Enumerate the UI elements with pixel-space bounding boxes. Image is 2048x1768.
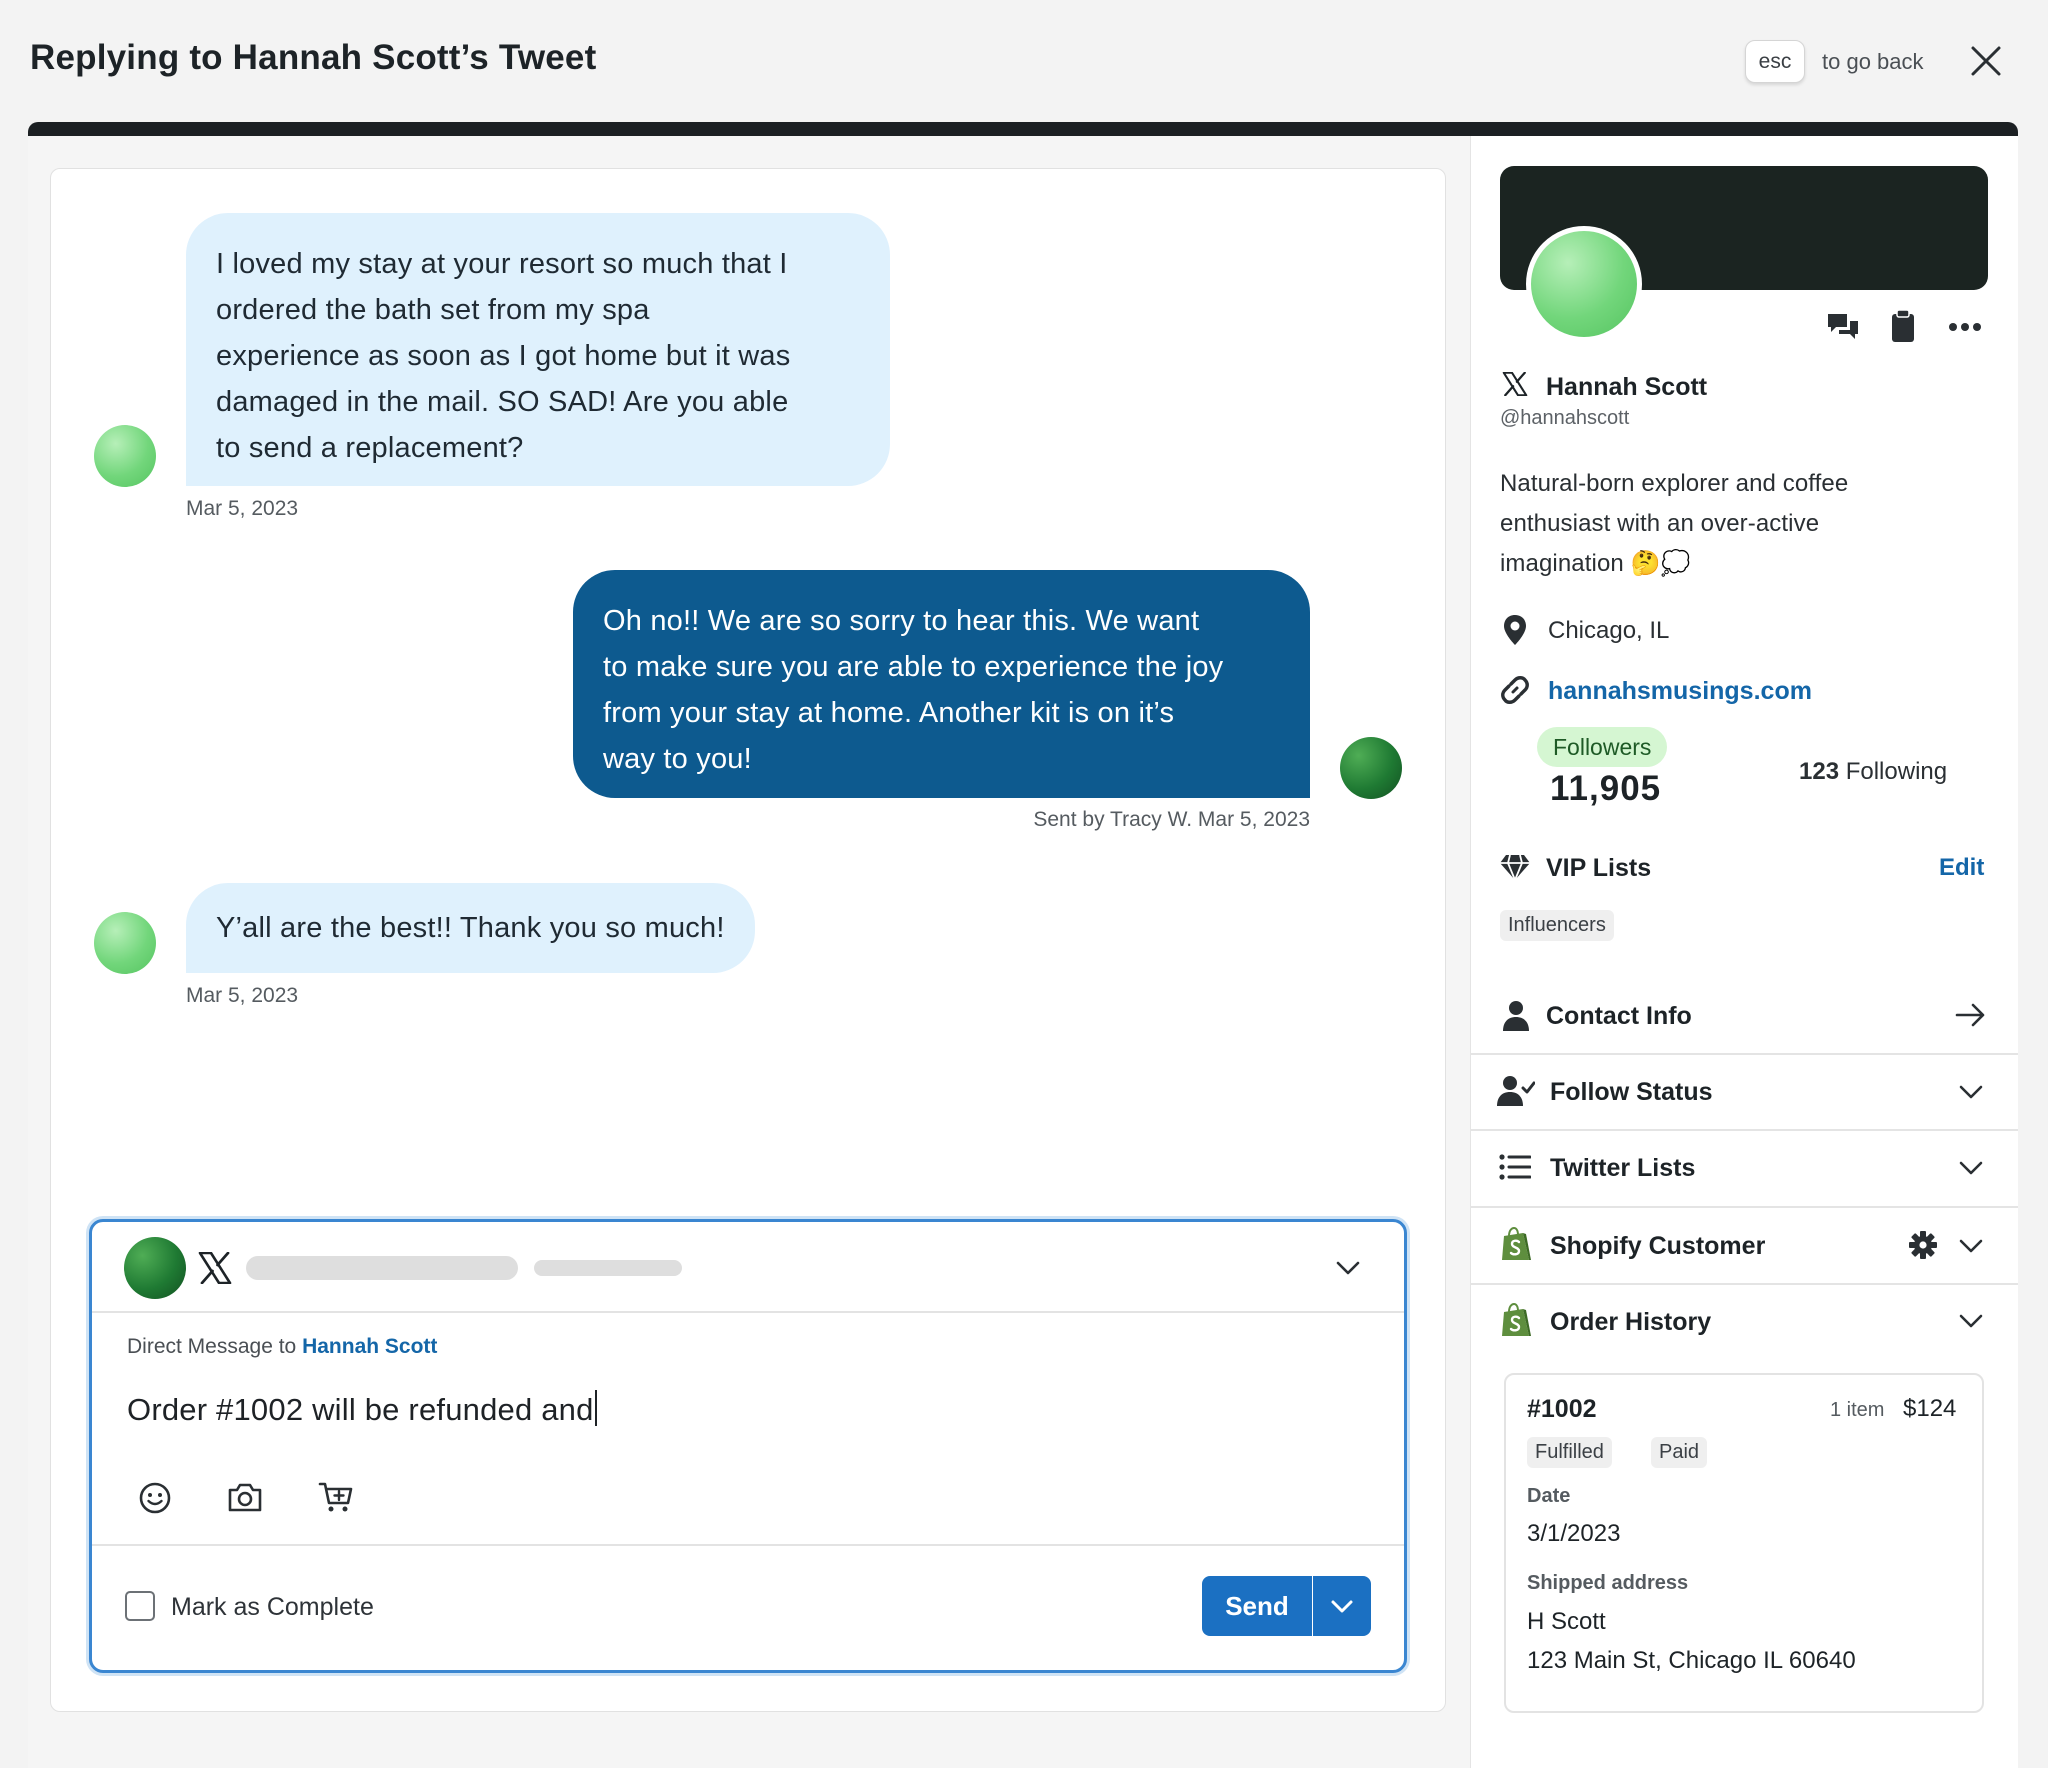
order-number: #1002 <box>1527 1395 1597 1423</box>
clipboard-icon <box>1890 309 1916 343</box>
fulfillment-status-badge: Fulfilled <box>1527 1437 1612 1468</box>
shipped-address-label: Shipped address <box>1527 1572 1689 1594</box>
send-button[interactable]: Send <box>1202 1576 1312 1636</box>
x-logo-icon <box>198 1252 232 1284</box>
order-date-label: Date <box>1527 1485 1571 1507</box>
dm-recipient-label <box>127 1335 437 1359</box>
notes-button[interactable] <box>1890 309 1916 343</box>
x-logo-icon <box>1502 372 1528 396</box>
more-options-button[interactable] <box>1948 318 1982 336</box>
customer-avatar[interactable] <box>94 912 156 974</box>
chat-bubbles-icon <box>1826 311 1860 343</box>
payment-status-badge: Paid <box>1651 1437 1707 1468</box>
dm-recipient-name[interactable]: Hannah Scott <box>302 1335 438 1358</box>
contact-info-open-button[interactable] <box>1955 1002 1987 1028</box>
message-line: experience as soon as I got home but it was <box>216 340 791 372</box>
incoming-message-bubble <box>186 213 890 486</box>
chevron-down-icon <box>1313 1576 1371 1636</box>
follow-status-toggle[interactable] <box>1957 1080 1985 1104</box>
twitter-lists-title[interactable]: Twitter Lists <box>1550 1154 1696 1182</box>
following-number: 123 <box>1799 758 1840 785</box>
emoji-icon <box>138 1481 172 1515</box>
chevron-down-icon <box>1957 1234 1985 1258</box>
message-line: ordered the bath set from my spa <box>216 294 650 326</box>
message-line: damaged in the mail. SO SAD! Are you able <box>216 386 789 418</box>
message-sent-by: Sent by Tracy W. Mar 5, 2023 <box>1033 808 1310 831</box>
followers-count: 11,905 <box>1550 769 1662 808</box>
composer-divider <box>92 1544 1404 1546</box>
dm-prefix: Direct Message to <box>127 1335 297 1358</box>
customer-avatar[interactable] <box>94 425 156 487</box>
message-line: to make sure you are able to experience the joy <box>603 651 1224 683</box>
shopify-bag-icon <box>1500 1303 1532 1339</box>
draft-text: Order #1002 will be refunded and <box>127 1392 594 1427</box>
shipped-address-line: 123 Main St, Chicago IL 60640 <box>1527 1647 1856 1674</box>
account-selector-dropdown[interactable] <box>1334 1256 1362 1280</box>
section-divider <box>1471 1283 2018 1285</box>
product-cart-button[interactable] <box>318 1480 354 1514</box>
profile-name: Hannah Scott <box>1546 373 1708 401</box>
mark-complete-label[interactable]: Mark as Complete <box>171 1593 374 1621</box>
close-button[interactable] <box>1965 40 2007 82</box>
order-history-toggle[interactable] <box>1957 1309 1985 1333</box>
follow-status-title[interactable]: Follow Status <box>1550 1078 1713 1106</box>
section-divider <box>1471 1053 2018 1055</box>
contact-info-title[interactable]: Contact Info <box>1546 1002 1692 1030</box>
order-date-value: 3/1/2023 <box>1527 1520 1621 1547</box>
order-item-count: 1 item <box>1830 1399 1885 1421</box>
order-total: $124 <box>1903 1395 1957 1422</box>
profile-bio <box>1500 464 1848 584</box>
close-icon <box>1965 40 2007 82</box>
order-history-title[interactable]: Order History <box>1550 1308 1712 1336</box>
bio-line: imagination 🤔💭 <box>1500 550 1691 577</box>
chevron-down-icon <box>1957 1309 1985 1333</box>
attach-image-button[interactable] <box>227 1481 263 1513</box>
vip-lists-edit-button[interactable]: Edit <box>1939 854 1985 881</box>
link-icon <box>1499 674 1531 706</box>
send-options-button[interactable] <box>1313 1576 1371 1636</box>
shopify-customer-toggle[interactable] <box>1957 1234 1985 1258</box>
profile-avatar[interactable] <box>1526 226 1642 342</box>
profile-handle: @hannahscott <box>1500 407 1630 429</box>
section-divider <box>1471 1129 2018 1131</box>
message-timestamp: Mar 5, 2023 <box>186 984 299 1007</box>
emoji-button[interactable] <box>138 1481 172 1515</box>
cart-add-icon <box>318 1480 354 1514</box>
diamond-icon <box>1499 853 1531 881</box>
chevron-down-icon <box>1957 1156 1985 1180</box>
mark-complete-checkbox[interactable] <box>125 1591 155 1621</box>
person-icon <box>1502 1000 1530 1032</box>
list-icon <box>1499 1154 1531 1180</box>
conversations-button[interactable] <box>1826 311 1860 343</box>
shopify-customer-title[interactable]: Shopify Customer <box>1550 1232 1766 1260</box>
shopify-bag-icon <box>1500 1227 1532 1263</box>
message-line: I loved my stay at your resort so much that I <box>216 248 788 280</box>
shopify-settings-button[interactable] <box>1909 1231 1937 1259</box>
account-handle-placeholder <box>534 1260 682 1276</box>
go-back-hint: to go back <box>1822 49 1924 74</box>
chevron-down-icon <box>1334 1256 1362 1280</box>
incoming-message-bubble <box>186 883 755 973</box>
profile-website-link[interactable]: hannahsmusings.com <box>1548 677 1812 705</box>
followers-badge: Followers <box>1537 727 1667 767</box>
following-label: Following <box>1845 758 1948 785</box>
shipped-address-name: H Scott <box>1527 1608 1606 1635</box>
text-caret <box>595 1390 597 1426</box>
account-name-placeholder <box>246 1256 518 1280</box>
bio-line: enthusiast with an over-active <box>1500 510 1820 537</box>
composer-divider <box>92 1311 1404 1313</box>
section-divider <box>1471 1206 2018 1208</box>
arrow-right-icon <box>1955 1002 1987 1028</box>
profile-location: Chicago, IL <box>1548 617 1670 644</box>
message-line: Y’all are the best!! Thank you so much! <box>216 912 725 944</box>
more-horizontal-icon <box>1948 318 1982 336</box>
message-timestamp: Mar 5, 2023 <box>186 497 299 520</box>
gear-icon <box>1909 1231 1937 1259</box>
following-count <box>1799 758 1947 786</box>
message-line: way to you! <box>603 743 752 775</box>
twitter-lists-toggle[interactable] <box>1957 1156 1985 1180</box>
esc-key-hint[interactable]: esc <box>1745 40 1805 83</box>
person-check-icon <box>1497 1075 1535 1107</box>
location-pin-icon <box>1502 614 1528 646</box>
outgoing-message-bubble <box>573 570 1310 798</box>
chevron-down-icon <box>1957 1080 1985 1104</box>
camera-icon <box>227 1481 263 1513</box>
agent-avatar[interactable] <box>1340 737 1402 799</box>
vip-lists-title: VIP Lists <box>1546 854 1652 882</box>
message-input[interactable] <box>127 1390 597 1428</box>
message-line: to send a replacement? <box>216 432 524 464</box>
vip-list-tag: Influencers <box>1500 910 1614 941</box>
message-line: from your stay at home. Another kit is on it’s <box>603 697 1175 729</box>
page-title: Replying to Hannah Scott’s Tweet <box>30 38 597 77</box>
bio-line: Natural-born explorer and coffee <box>1500 470 1849 497</box>
sender-avatar[interactable] <box>124 1237 186 1299</box>
message-line: Oh no!! We are so sorry to hear this. We want <box>603 605 1200 637</box>
